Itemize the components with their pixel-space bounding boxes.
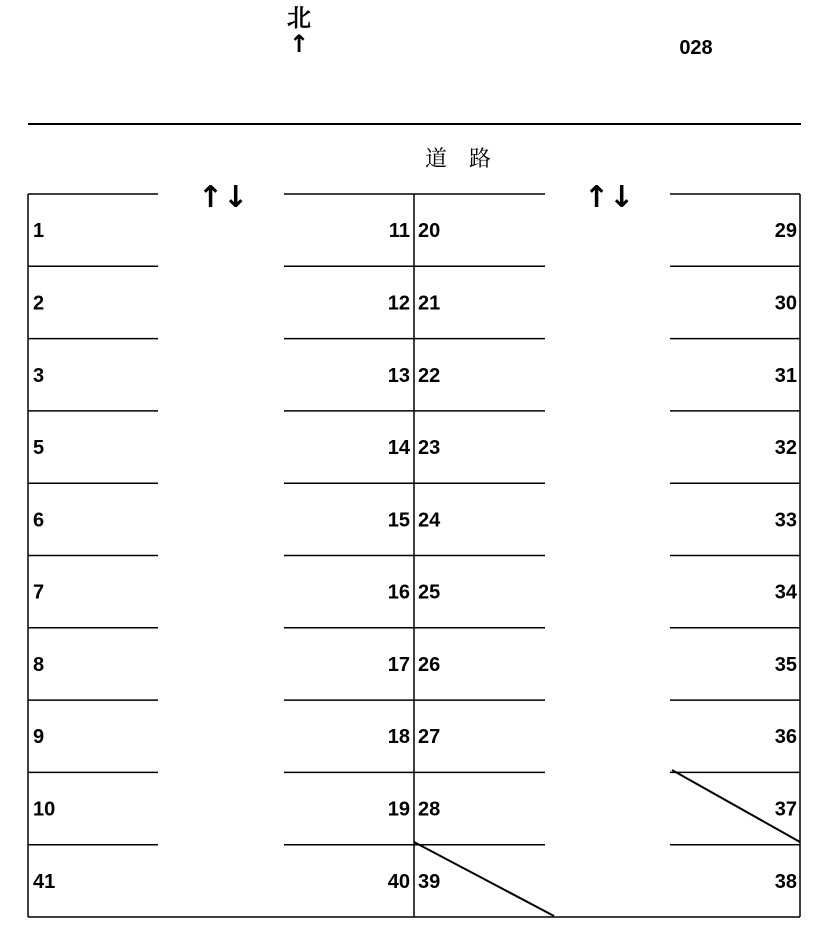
stall-label: 28: [418, 798, 441, 821]
stall-label: 39: [418, 870, 441, 893]
stall-label: 11: [388, 220, 410, 243]
stall-label: 25: [418, 581, 441, 604]
stall-label: 13: [387, 364, 410, 387]
stall-label: 8: [33, 653, 45, 676]
stall-label: 36: [774, 726, 797, 749]
stall-label: 16: [387, 581, 410, 604]
stall-label: 38: [774, 870, 797, 893]
stall-label: 7: [33, 581, 45, 604]
stall-label: 3: [33, 364, 45, 387]
stall-label: 9: [33, 726, 45, 749]
stall-label: 2: [33, 292, 45, 315]
aisle-arrow-right-icon: ↑↓: [583, 180, 635, 215]
stall-label: 24: [418, 509, 441, 532]
stall-label: 27: [418, 726, 441, 749]
aisle-arrow-left-icon: ↑↓: [197, 180, 249, 215]
road-label: 道 路: [424, 147, 492, 172]
stall-label: 5: [33, 437, 45, 459]
stall-label: 12: [387, 292, 410, 315]
stall-label: 18: [387, 726, 410, 749]
stall-label: 35: [774, 653, 797, 676]
stall-label: 22: [418, 364, 441, 387]
stall-label: 10: [33, 798, 56, 821]
stall-label: 31: [774, 364, 797, 387]
stall-label: 29: [774, 220, 797, 243]
stall-label: 15: [387, 509, 410, 532]
north-arrow-icon: ↑: [288, 30, 310, 58]
north-label: 北: [287, 4, 311, 32]
lot-code: 028: [679, 37, 713, 59]
stall-label: 17: [387, 653, 410, 676]
stall-label: 33: [774, 509, 797, 532]
stall-label: 23: [418, 437, 441, 459]
stall-label: 21: [418, 292, 441, 315]
stall-label: 34: [774, 581, 797, 604]
stall-label: 6: [33, 509, 45, 532]
stall-label: 1: [33, 220, 45, 243]
stall-labels: [33, 220, 798, 893]
stall-label: 30: [774, 292, 797, 315]
stall-label: 37: [774, 798, 797, 821]
stall-label: 26: [418, 653, 441, 676]
stall-label: 32: [774, 437, 797, 459]
stall-label: 40: [387, 870, 410, 893]
stall-label: 20: [418, 220, 441, 243]
stall-label: 19: [387, 798, 410, 821]
stall-label: 14: [387, 437, 410, 459]
stall-label: 41: [33, 870, 56, 893]
